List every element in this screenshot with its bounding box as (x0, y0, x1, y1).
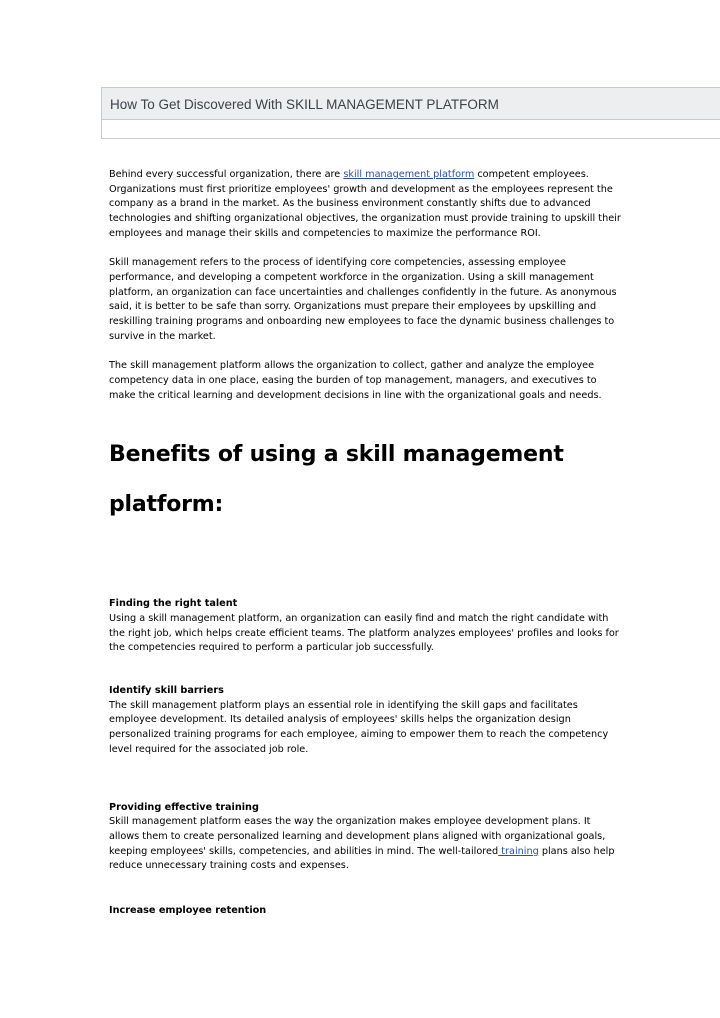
section-body-effective-training (109, 815, 621, 874)
article-body (109, 168, 621, 919)
title-subbar (101, 120, 720, 139)
section-body-skill-barriers: The skill management platform plays an essential role in identifying the skill gaps and facilitates employee development. Its detailed analysis of employees' skills helps the organization design personalized training programs for each employee, aiming to empower them to reach the competency level required for the associated job role. (109, 699, 609, 755)
intro-paragraph-3: The skill management platform allows the organization to collect, gather and analyze the employee competency data in one place, easing the burden of top management, managers, and executives to make the critical learning and development decisions in line with the organizational goals and needs. (109, 360, 602, 401)
intro-text-before-link: Behind every successful organization, there are (109, 169, 344, 180)
section-title-finding-talent: Finding the right talent (109, 598, 238, 610)
benefits-heading: Benefits of using a skill management platform: (109, 442, 564, 518)
section-title-skill-barriers: Identify skill barriers (109, 685, 224, 697)
section-body-finding-talent: Using a skill management platform, an organization can easily find and match the right candidate with the right job, which helps create efficient teams. The platform analyzes employees' profiles and looks for the competencies required to perform a particular job successfully. (109, 612, 619, 654)
section-title-effective-training: Providing effective training (109, 801, 259, 813)
training-text-after-link: plans also help reduce unnecessary training costs and expenses. (109, 845, 615, 872)
training-text-before-link: Skill management platform eases the way the organization makes employee development plans. It allows them to create personalized learning and development plans aligned with organizational goals, keeping employees' skills, competencies, and abilities in mind. The well-tailored (109, 816, 606, 857)
intro-paragraph-2: Skill management refers to the process of identifying core competencies, assessing employee performance, and developing a competent workforce in the organization. Using a skill management platform, an organization can face uncertainties and challenges confidently in the future. As anonymous said, it is better to be safe than sorry. Organizations must prepare their employees by upskilling and reskilling training programs and onboarding new employees to face the dynamic business challenges to survive in the market. (109, 257, 617, 342)
training-link[interactable]: training (498, 845, 539, 857)
document-title-bar (101, 87, 720, 120)
document-title: How To Get Discovered With SKILL MANAGEMENT PLATFORM (110, 97, 499, 112)
section-title-employee-retention: Increase employee retention (109, 905, 267, 917)
skill-management-platform-link[interactable]: skill management platform (343, 169, 475, 180)
intro-paragraph-1 (109, 168, 621, 242)
intro-text-after-link: competent employees. Organizations must first prioritize employees' growth and development as the employees represent the company as a brand in the market. As the business environment constantly shifts due to advanced technologies and shifting organizational objectives, the organization must provide training to upskill their employees and manage their skills and competencies to maximize the performance ROI. (109, 169, 621, 239)
